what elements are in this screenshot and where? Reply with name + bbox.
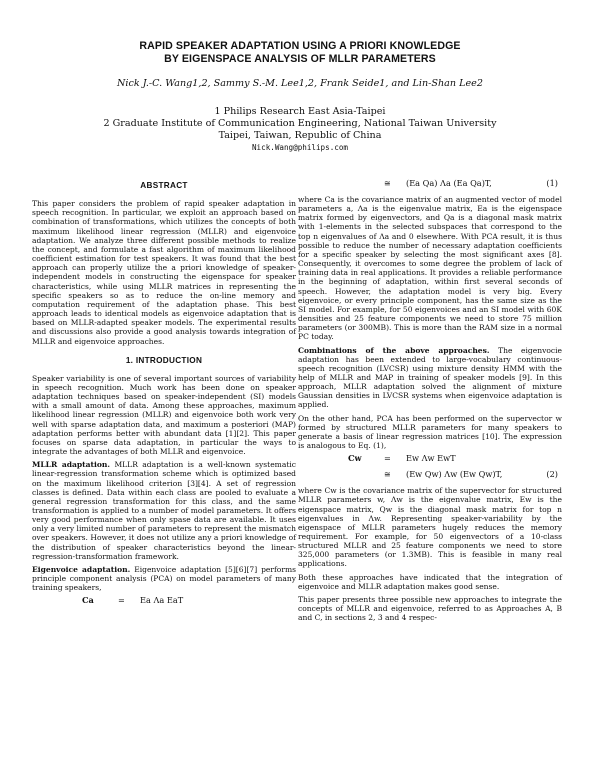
introduction-heading: 1. INTRODUCTION — [125, 355, 203, 365]
equation-number: (1) — [546, 178, 558, 188]
equation-1-line-2 — [298, 179, 562, 192]
paper-title — [40, 40, 560, 66]
author-list: Nick J.-C. Wang1,2, Sammy S.-M. Lee1,2, Frank Seide1, and Lin-Shan Lee2 — [117, 78, 483, 89]
approaches-paragraph: This paper presents three possible new approaches to integrate the concepts of MLLR and eigenvoice, referred to as Approaches A, B and C, in sections 2, 3 and 4 respec- — [298, 594, 562, 623]
combinations-paragraph — [298, 346, 562, 410]
affiliation-2-location: Taipei, Taiwan, Republic of China — [218, 130, 382, 141]
equation-rhs: (Ew Qw) Λw (Ew Qw)T, — [406, 469, 503, 480]
mllr-eigenspace-paragraph: where Cw is the covariance matrix of the supervector for structured MLLR parameters w, Λw is the eigenvalue matrix, Ew is the eigenspace matrix, Qw is the diagonal mask matrix for top n eigenvalues in Λw. Representing speaker-variability by the eigenspace of MLLR parameters hugely reduces the memory requirement. For example, for 50 eigenvectors of a 10-class structured MLLR and 25 feature components we need to store 325,000 parameters (or 1.3MB). This is feasible in many real applications. — [298, 486, 562, 569]
equation-number: (2) — [546, 469, 558, 480]
right-column — [298, 178, 562, 626]
eigenvoice-body: Eigenvoice adaptation [5][6][7] performs principle component analysis (PCA) on model parameters of many training speakers, — [32, 564, 296, 593]
equation-operator: ≅ — [384, 178, 391, 188]
equation-operator: = — [118, 595, 125, 606]
combinations-body: The eigenvocie adaptation has been extended to large-vocabulary continuous-speech recognition (LVCSR) using mixture density HMM with the help of MLLR and MAP in training of speaker models [9]. In this approach, MLLR adaptation solved the alignment of mixture Gaussian densities in LVCSR systems when eigenvoice adaptation is applied. — [298, 345, 562, 410]
contact-email: Nick.Wang@philips.com — [251, 143, 348, 152]
title-line-1: RAPID SPEAKER ADAPTATION USING A PRIORI KNOWLEDGE — [139, 40, 461, 52]
integration-paragraph: Both these approaches have indicated that the integration of eigenvoice and MLLR adaptation makes good sense. — [298, 572, 562, 591]
equation-operator: = — [384, 453, 391, 464]
equation-2-line-2 — [298, 470, 562, 483]
title-line-2: BY EIGENSPACE ANALYSIS OF MLLR PARAMETERS — [164, 53, 436, 65]
affiliation-2: 2 Graduate Institute of Communication Engineering, National Taiwan University — [103, 118, 497, 129]
affiliation-1: 1 Philips Research East Asia-Taipei — [214, 106, 386, 117]
equation-1-line-1 — [32, 596, 296, 609]
pca-paragraph: On the other hand, PCA has been performed on the supervector w formed by structured MLLR parameters for many speakers to generate a basis of linear regression matrices [10]. The expression is analogous to Eq. (1), — [298, 413, 562, 451]
left-column — [32, 178, 296, 612]
abstract-heading: ABSTRACT — [140, 181, 188, 190]
equation-lhs: Ca — [82, 595, 94, 606]
combinations-run-in-heading: Combinations of the above approaches. — [298, 345, 490, 355]
intro-paragraph: Speaker variability is one of several important sources of variability in speech recognition. Much work has been done on speaker adaptation techniques based on speaker-independent (SI) models with a small amount of data. Among these approaches, maximum likelihood linear regression (MLLR) and eigenvoice both work very well with sparse adaptation data, and maximum a posteriori (MAP) adaptation performs better with abundant data [1][2]. This paper focuses on sparse data adaptation, in particular the ways to integrate the advantages of both MLLR and eigenvoice. — [32, 373, 296, 457]
mllr-body: MLLR adaptation is a well-known systematic linear-regression transformation scheme which is optimized based on the maximum likelihood criterion [3][4]. A set of regression classes is defined. Data within each class are pooled to evaluate a general regression transformation for this class, and the same transformation is applied to a number of model parameters. It offers very good performance when only spase data are available. It uses only a very limited number of parameters to represent the mismatch over speakers. However, it does not utilize any a priori knowledge of the distribution of speaker characteristics beyond the linear-regression-transformation framework. — [32, 460, 296, 561]
equation-rhs: (Ea Qa) Λa (Ea Qa)T, — [406, 178, 492, 188]
equation-lhs: Cw — [348, 453, 362, 464]
abstract-text: This paper considers the problem of rapid speaker adaptation in speech recognition. In particular, we exploit an approach based on combination of transformations, which utilizes the concepts of both maximum likelihood linear regression (MLLR) and eigenvoice adaptation. We analyze three different possible methods to realize the concept, and formulate a fast algorithm of maximum likelihood coefficient estimation for test speakers. It was found that the best approach can properly utilize the a priori knowledge of speaker-independent models in constructing the eigenspace for speaker characteristics, while using MLLR matrices in representing the specific speakers so as to reduce the on-line memory and computation requirement of the adaptation phase. This best approach leads to identical models as eigenvoice adaptation that is based on MLLR-adapted speaker models. The experimental results and discussions also provide a good analysis towards integration of MLLR and eigenvoice approaches. — [32, 199, 296, 346]
equation-2-line-1 — [298, 454, 562, 467]
covariance-paragraph: where Ca is the covariance matrix of an augmented vector of model parameters a, Λa is the eigenvalue matrix, Ea is the eigenspace matrix formed by eigenvectors, and Qa is a diagonal mask matrix with 1-elements in the selected subspaces that correspond to the top n eigenvalues of Λa and 0 elsewhere. With PCA result, it is thus possible to reduce the number of necessary adaptation coefficients for a specific speaker by selecting the most significant axes [8]. Consequently, it overcomes to some degree the problem of lack of training data in real applications. It provides a reliable performance in the beginning of adaptation, within first several seconds of speech. However, the adaptation model is very big. Every eigenvoice, or every principle component, has the same size as the SI model. For example, for 50 eigenvoices and an SI model with 60K densities and 25 feature components we need to store 75 million parameters (or 300MB). This is more than the RAM size in a normal PC today. — [298, 195, 562, 342]
equation-rhs: Ea Λa EaT — [140, 595, 184, 606]
eigenvoice-paragraph — [32, 565, 296, 592]
mllr-run-in-heading: MLLR adaptation. — [32, 460, 111, 470]
equation-operator: ≅ — [384, 469, 391, 480]
affiliations — [40, 106, 560, 142]
mllr-paragraph — [32, 460, 296, 561]
equation-rhs: Ew Λw EwT — [406, 453, 456, 464]
eigenvoice-run-in-heading: Eigenvoice adaptation. — [32, 564, 131, 574]
